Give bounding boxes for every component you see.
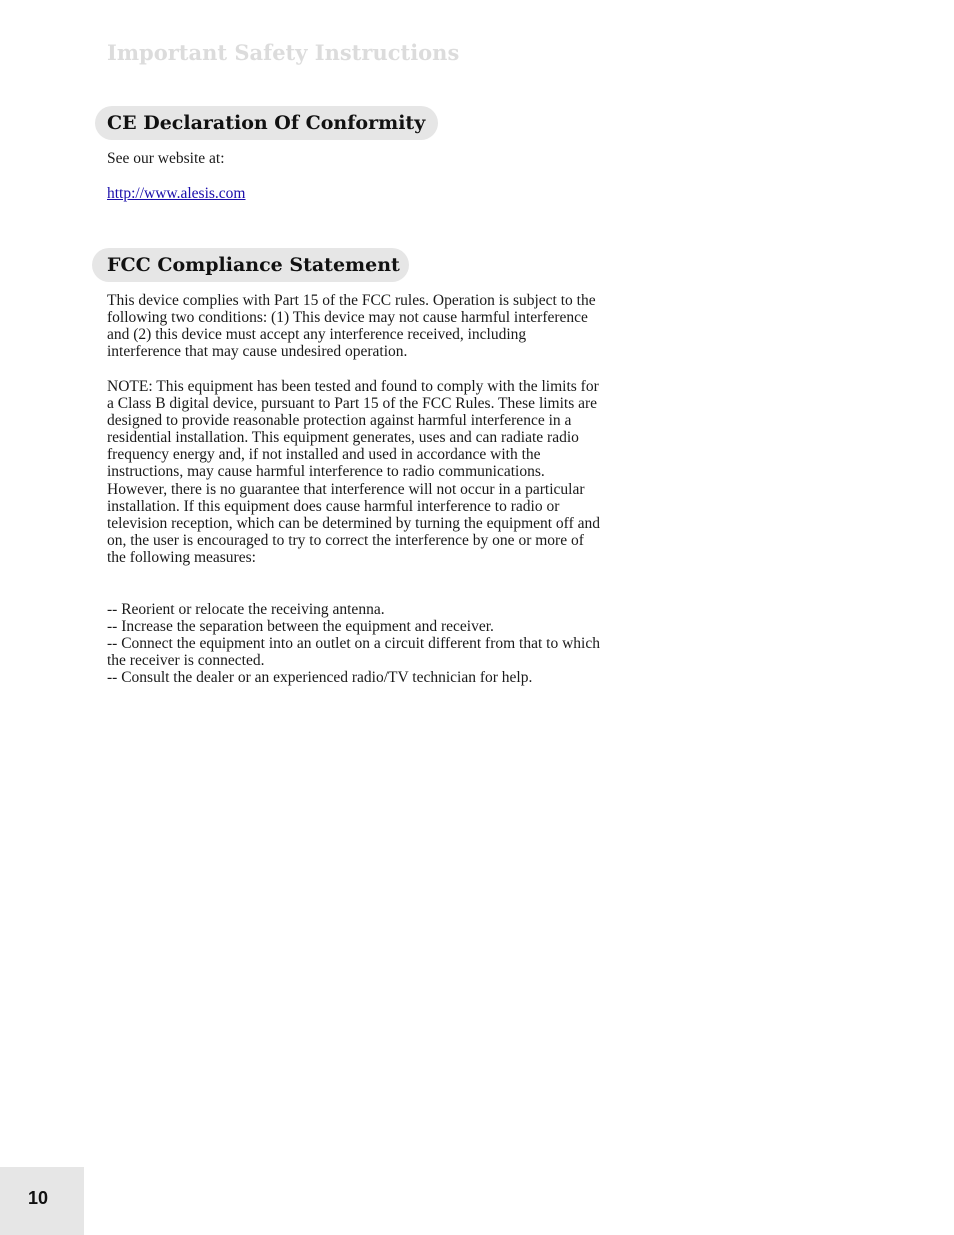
page-number: 10 bbox=[28, 1188, 49, 1208]
list-item: -- Increase the separation between the equipment and receiver. bbox=[107, 618, 494, 636]
ce-declaration-heading: CE Declaration Of Conformity bbox=[95, 106, 438, 140]
alesis-website-link[interactable]: http://www.alesis.com bbox=[107, 185, 246, 202]
fcc-measures-list bbox=[107, 601, 602, 686]
fcc-conditions-paragraph: This device complies with Part 15 of the FCC rules. Operation is subject to the following two conditions: (1) This device may not cause harmful interference and (2) this device must accept any interference received, including interference that may cause undesired operation. bbox=[107, 292, 596, 361]
ce-website-intro: See our website at: bbox=[107, 150, 225, 167]
list-item: -- Connect the equipment into an outlet on a circuit different from that to which the receiver is connected. bbox=[107, 635, 600, 670]
list-item: -- Reorient or relocate the receiving antenna. bbox=[107, 601, 385, 618]
list-item: -- Consult the dealer or an experienced radio/TV technician for help. bbox=[107, 669, 533, 687]
running-header: Important Safety Instructions bbox=[107, 40, 460, 65]
fcc-note-paragraph: NOTE: This equipment has been tested and found to comply with the limits for a Class B digital device, pursuant to Part 15 of the FCC Rules. These limits are designed to provide reasonable protection against harmful interference in a residential installation. This equipment generates, uses and can radiate radio frequency energy and, if not installed and used in accordance with the instructions, may cause harmful interference to radio communications. However, there is no guarantee that interference will not occur in a particular installation. If this equipment does cause harmful interference to radio or television reception, which can be determined by turning the equipment off and on, the user is encouraged to try to correct the interference by one or more of the following measures: bbox=[107, 378, 600, 566]
fcc-compliance-heading: FCC Compliance Statement bbox=[92, 248, 409, 282]
